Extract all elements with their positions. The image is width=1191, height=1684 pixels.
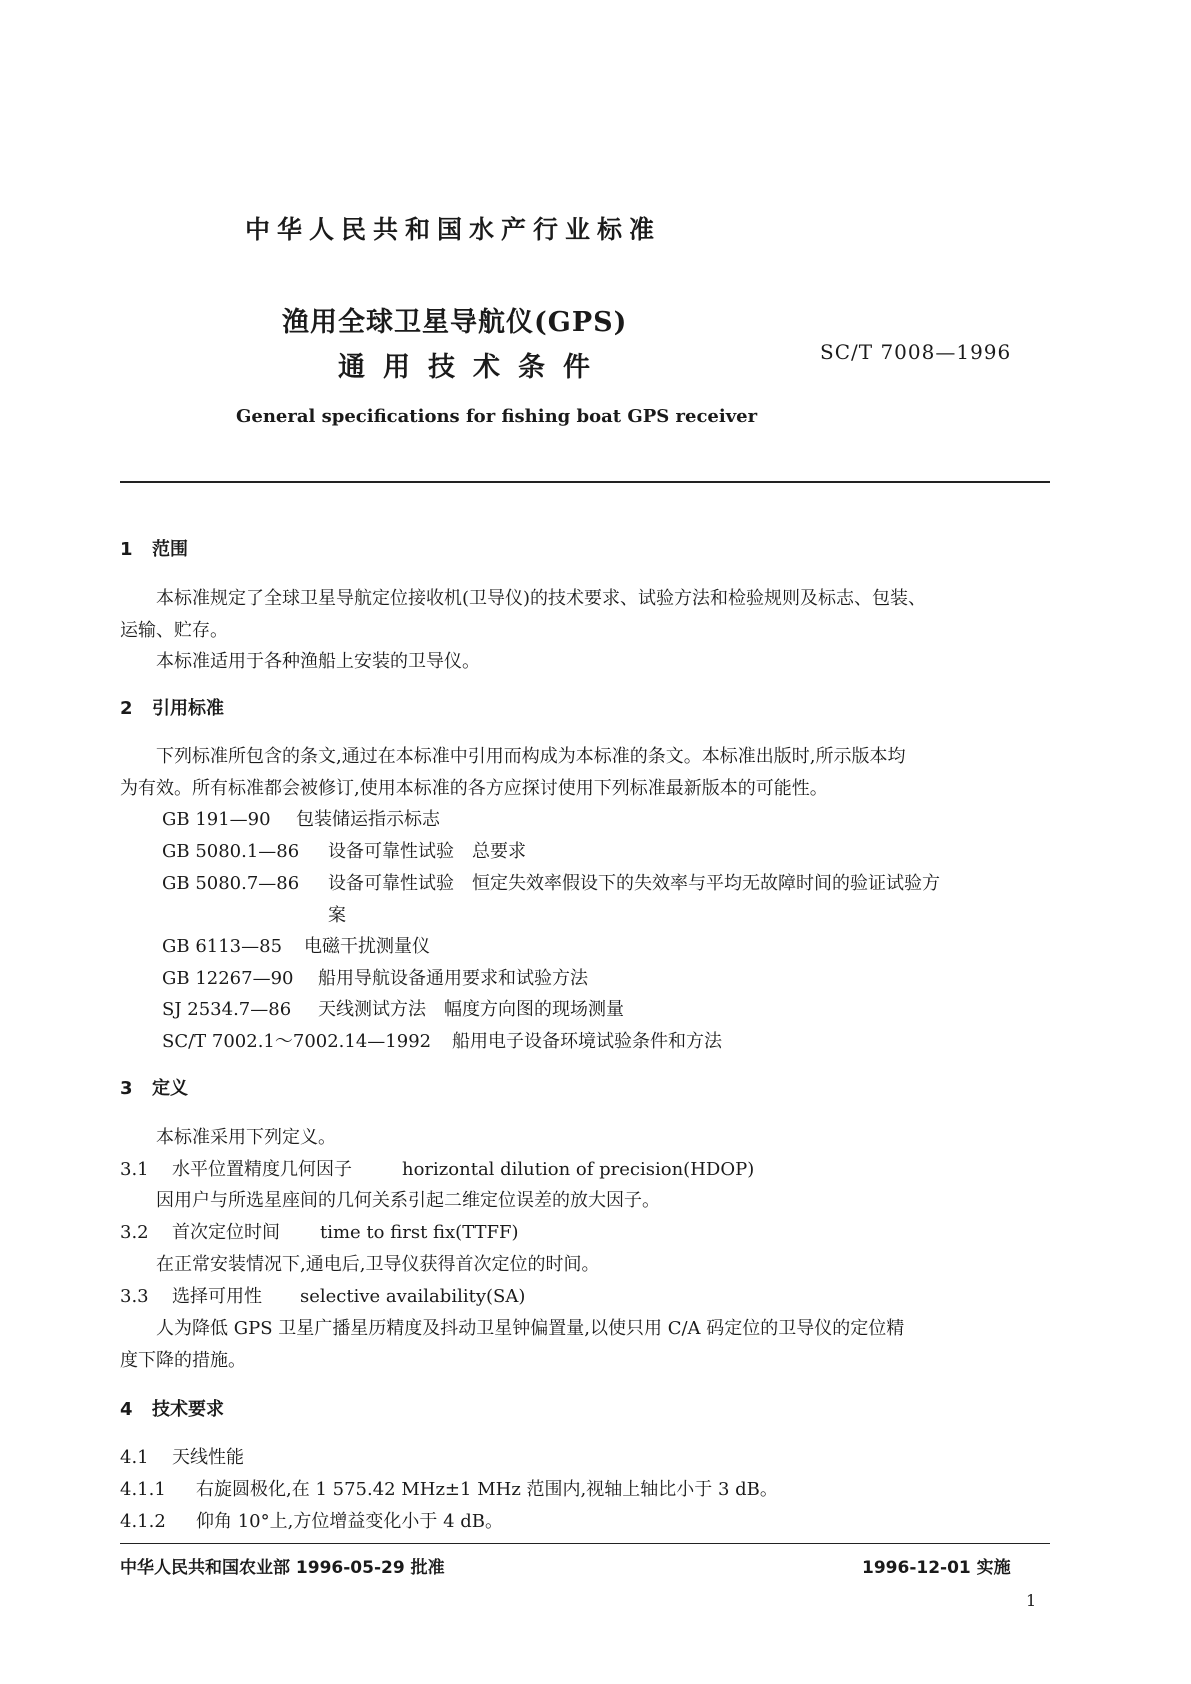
reference-title: 船用导航设备通用要求和试验方法	[318, 968, 588, 989]
definition-3-1	[120, 1155, 754, 1181]
issuing-organization: 中华人民共和国水产行业标准	[245, 215, 662, 244]
definition-number: 3.1	[120, 1159, 149, 1180]
effective-date: 1996-12-01 实施	[862, 1558, 1011, 1578]
reference-title: 船用电子设备环境试验条件和方法	[452, 1031, 722, 1052]
section-3-intro: 本标准采用下列定义。	[156, 1127, 336, 1148]
reference-code: GB 191—90	[162, 809, 271, 830]
reference-title: 天线测试方法 幅度方向图的现场测量	[318, 999, 624, 1020]
definition-3-2	[120, 1218, 519, 1244]
section-3-heading	[120, 1074, 188, 1100]
reference-item	[162, 869, 940, 895]
definition-term-en: time to first fix(TTFF)	[320, 1222, 519, 1243]
reference-title-cont: 案	[328, 905, 346, 926]
reference-title: 电磁干扰测量仪	[304, 936, 430, 957]
english-title: General specifications for fishing boat GPS receiver	[236, 406, 758, 427]
section-number: 4	[120, 1399, 133, 1420]
definition-term-en: horizontal dilution of precision(HDOP)	[402, 1159, 755, 1180]
reference-code: GB 6113—85	[162, 936, 283, 957]
reference-item	[162, 1027, 722, 1053]
reference-code: GB 5080.1—86	[162, 841, 300, 862]
section-2-para: 下列标准所包含的条文,通过在本标准中引用而构成为本标准的条文。本标准出版时,所示版本均	[156, 746, 906, 767]
section-1-para-2: 本标准适用于各种渔船上安装的卫导仪。	[156, 651, 480, 672]
reference-item	[162, 837, 526, 863]
section-2-heading	[120, 694, 224, 720]
reference-item	[162, 932, 430, 958]
clause-4-1-1	[120, 1475, 778, 1501]
reference-item	[162, 805, 440, 831]
clause-text: 右旋圆极化,在 1 575.42 MHz±1 MHz 范围内,视轴上轴比小于 3 dB。	[196, 1479, 778, 1500]
definition-term: 水平位置精度几何因子	[172, 1159, 352, 1180]
reference-code: GB 12267—90	[162, 968, 294, 989]
reference-title: 设备可靠性试验 恒定失效率假设下的失效率与平均无故障时间的验证试验方	[328, 873, 940, 894]
clause-text: 天线性能	[172, 1447, 244, 1468]
definition-3-3-desc: 人为降低 GPS 卫星广播星历精度及抖动卫星钟偏置量,以使只用 C/A 码定位的卫导仪的定位精	[156, 1318, 905, 1339]
definition-3-1-desc: 因用户与所选星座间的几何关系引起二维定位误差的放大因子。	[156, 1190, 660, 1211]
reference-code: SJ 2534.7—86	[162, 999, 292, 1020]
definition-number: 3.2	[120, 1222, 149, 1243]
definition-3-2-desc: 在正常安装情况下,通电后,卫导仪获得首次定位的时间。	[156, 1254, 600, 1275]
definition-term-en: selective availability(SA)	[300, 1286, 526, 1307]
section-2-para-cont: 为有效。所有标准都会被修订,使用本标准的各方应探讨使用下列标准最新版本的可能性。	[120, 778, 828, 799]
section-title: 范围	[152, 539, 188, 560]
section-1-para-1-cont: 运输、贮存。	[120, 620, 228, 641]
clause-4-1-2	[120, 1507, 503, 1533]
clause-text: 仰角 10°上,方位增益变化小于 4 dB。	[196, 1511, 503, 1532]
header-divider	[120, 481, 1050, 483]
section-4-heading	[120, 1395, 224, 1421]
section-number: 1	[120, 539, 133, 560]
definition-number: 3.3	[120, 1286, 149, 1307]
reference-item	[162, 995, 624, 1021]
section-title: 技术要求	[152, 1399, 224, 1420]
clause-number: 4.1.1	[120, 1479, 166, 1500]
clause-number: 4.1	[120, 1447, 149, 1468]
clause-number: 4.1.2	[120, 1511, 166, 1532]
section-1-heading	[120, 535, 188, 561]
definition-term: 首次定位时间	[172, 1222, 280, 1243]
section-title: 引用标准	[152, 698, 224, 719]
section-title: 定义	[152, 1078, 188, 1099]
title-line-2: 通用技术条件	[338, 352, 608, 383]
footer-divider	[120, 1543, 1050, 1544]
reference-item	[162, 964, 588, 990]
standard-code: SC/T 7008—1996	[820, 340, 1012, 364]
section-number: 2	[120, 698, 133, 719]
definition-3-3-desc-cont: 度下降的措施。	[120, 1350, 246, 1371]
approval-line: 中华人民共和国农业部 1996-05-29 批准	[120, 1558, 445, 1578]
section-1-para-1: 本标准规定了全球卫星导航定位接收机(卫导仪)的技术要求、试验方法和检验规则及标志、包装、	[156, 588, 927, 609]
section-number: 3	[120, 1078, 133, 1099]
reference-code: GB 5080.7—86	[162, 873, 300, 894]
definition-3-3	[120, 1282, 525, 1308]
reference-title: 包装储运指示标志	[296, 809, 440, 830]
reference-title: 设备可靠性试验 总要求	[328, 841, 526, 862]
title-line-1: 渔用全球卫星导航仪(GPS)	[282, 307, 628, 338]
clause-4-1	[120, 1443, 244, 1469]
reference-code: SC/T 7002.1～7002.14—1992	[162, 1031, 432, 1052]
definition-term: 选择可用性	[172, 1286, 262, 1307]
page-number: 1	[1026, 1591, 1037, 1610]
